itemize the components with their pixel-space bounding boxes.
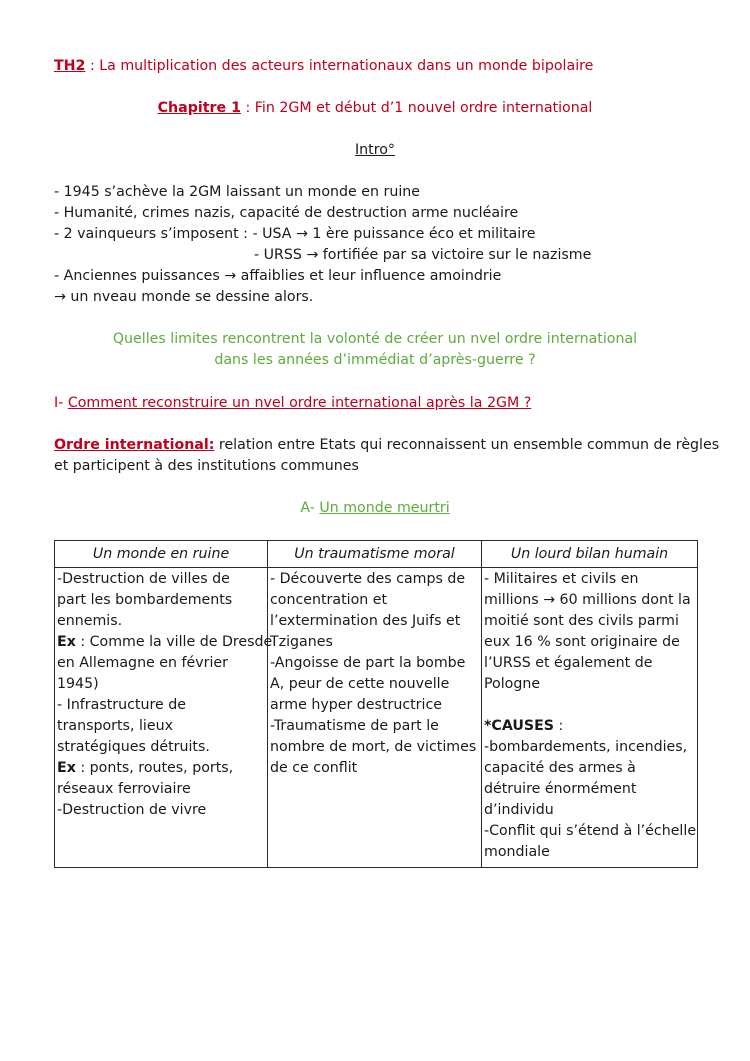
cell-text: -Destruction de villes de bbox=[57, 571, 230, 587]
theme-separator: : bbox=[85, 58, 100, 74]
intro-line: - Humanité, crimes nazis, capacité de destruction arme nucléaire bbox=[54, 205, 519, 221]
cell-line bbox=[484, 674, 695, 695]
cell-text: - Infrastructure de bbox=[57, 697, 186, 713]
cell-text: moitié sont des civils parmi bbox=[484, 613, 679, 629]
cell-text: - Découverte des camps de bbox=[270, 571, 466, 587]
cell-line bbox=[270, 737, 479, 758]
cell-line bbox=[484, 695, 695, 716]
theme-title bbox=[54, 56, 593, 77]
cell-line bbox=[270, 569, 479, 590]
cell-line bbox=[270, 716, 479, 737]
cell-text: 1945) bbox=[57, 676, 99, 692]
cell-text: l’URSS et également de bbox=[484, 655, 653, 671]
definition-text: relation entre Etats qui reconnaissent un ensemble commun de règles bbox=[214, 437, 720, 453]
table-header-cell: Un monde en ruine bbox=[55, 541, 268, 568]
cell-line bbox=[57, 632, 273, 653]
cell-text: millions → 60 millions dont la bbox=[484, 592, 691, 608]
intro-line: - URSS → fortifiée par sa victoire sur le nazisme bbox=[254, 247, 592, 263]
cell-text: eux 16 % sont originaire de bbox=[484, 634, 680, 650]
definition-line: et participent à des institutions communes bbox=[54, 458, 359, 474]
problematic-question bbox=[0, 329, 750, 371]
definition-term: Ordre international: bbox=[54, 437, 215, 453]
cell-text: l’extermination des Juifs et bbox=[270, 613, 461, 629]
cell-line bbox=[484, 842, 695, 863]
cell-line bbox=[57, 674, 265, 695]
cell-line bbox=[57, 611, 265, 632]
cell-line bbox=[484, 590, 695, 611]
table-header-row bbox=[55, 541, 698, 568]
table-cell-traumatisme-moral bbox=[268, 568, 482, 868]
cell-text: Tziganes bbox=[270, 634, 333, 650]
cell-text: ennemis. bbox=[57, 613, 123, 629]
subsection-a-title: Un monde meurtri bbox=[319, 500, 450, 516]
table-header-cell: Un lourd bilan humain bbox=[482, 541, 698, 568]
cell-line bbox=[270, 674, 479, 695]
cell-line bbox=[57, 716, 265, 737]
cell-line bbox=[270, 611, 479, 632]
cell-text: arme hyper destructrice bbox=[270, 697, 442, 713]
cell-line bbox=[484, 779, 695, 800]
chapter-label: Chapitre 1 bbox=[157, 100, 241, 116]
cell-line bbox=[57, 779, 265, 800]
cell-line bbox=[270, 758, 479, 779]
intro-heading: Intro° bbox=[354, 142, 396, 158]
cell-line bbox=[57, 590, 265, 611]
cell-text: : bbox=[554, 718, 564, 734]
cell-line bbox=[484, 569, 695, 590]
cell-line bbox=[270, 653, 479, 674]
table-header-cell: Un traumatisme moral bbox=[268, 541, 482, 568]
cell-line bbox=[484, 821, 695, 842]
cell-text: -Destruction de vivre bbox=[57, 802, 207, 818]
cell-text: -Traumatisme de part le bbox=[270, 718, 439, 734]
cell-text: -Angoisse de part la bombe bbox=[270, 655, 466, 671]
cell-line bbox=[484, 758, 695, 779]
cell-line bbox=[270, 632, 479, 653]
intro-line: - 1945 s’achève la 2GM laissant un monde en ruine bbox=[54, 184, 420, 200]
cell-line bbox=[484, 716, 695, 737]
chapter-title bbox=[0, 98, 750, 119]
chapter-text: Fin 2GM et début d’1 nouvel ordre international bbox=[254, 100, 593, 116]
bold-keyword: Ex bbox=[57, 760, 76, 776]
summary-table bbox=[54, 540, 698, 868]
subsection-a-heading bbox=[0, 498, 750, 519]
cell-text: - Militaires et civils en bbox=[484, 571, 639, 587]
cell-text: nombre de mort, de victimes bbox=[270, 739, 477, 755]
cell-text: concentration et bbox=[270, 592, 388, 608]
cell-line bbox=[57, 695, 265, 716]
bold-keyword: *CAUSES bbox=[484, 718, 555, 734]
cell-text: : ponts, routes, ports, bbox=[75, 760, 234, 776]
cell-text: transports, lieux bbox=[57, 718, 173, 734]
section-1-title: Comment reconstruire un nvel ordre international après la 2GM ? bbox=[67, 395, 532, 411]
table-cell-monde-en-ruine bbox=[55, 568, 273, 868]
cell-text: stratégiques détruits. bbox=[57, 739, 210, 755]
cell-line bbox=[484, 653, 695, 674]
cell-text: de ce conflit bbox=[270, 760, 358, 776]
definition-line bbox=[54, 435, 720, 456]
cell-text: part les bombardements bbox=[57, 592, 233, 608]
intro-line: - 2 vainqueurs s’imposent : - USA → 1 ère puissance éco et militaire bbox=[54, 226, 536, 242]
table-row bbox=[55, 568, 698, 868]
cell-text: d’individu bbox=[484, 802, 554, 818]
cell-text: : Comme la ville de Dresde bbox=[75, 634, 273, 650]
question-line: Quelles limites rencontrent la volonté de créer un nvel ordre international bbox=[112, 331, 638, 347]
cell-text: -bombardements, incendies, bbox=[484, 739, 688, 755]
subsection-a-prefix: A- bbox=[300, 500, 320, 516]
cell-line bbox=[484, 800, 695, 821]
cell-line bbox=[57, 758, 265, 779]
cell-line bbox=[57, 569, 265, 590]
question-line: dans les années d’immédiat d’après-guerre ? bbox=[214, 352, 536, 368]
definition-block bbox=[54, 435, 720, 477]
cell-line bbox=[270, 590, 479, 611]
cell-text: en Allemagne en février bbox=[57, 655, 228, 671]
cell-line bbox=[57, 800, 265, 821]
cell-text: A, peur de cette nouvelle bbox=[270, 676, 450, 692]
section-1-prefix: I- bbox=[54, 395, 68, 411]
cell-line bbox=[484, 632, 695, 653]
intro-line: - Anciennes puissances → affaiblies et leur influence amoindrie bbox=[54, 268, 502, 284]
intro-line: → un nveau monde se dessine alors. bbox=[54, 289, 314, 305]
theme-text: La multiplication des acteurs internationaux dans un monde bipolaire bbox=[99, 58, 594, 74]
chapter-separator: : bbox=[240, 100, 255, 116]
theme-label: TH2 bbox=[54, 58, 86, 74]
section-1-heading bbox=[54, 393, 531, 414]
cell-text: mondiale bbox=[484, 844, 550, 860]
table-cell-bilan-humain bbox=[482, 568, 698, 868]
cell-text: capacité des armes à bbox=[484, 760, 636, 776]
cell-text: Pologne bbox=[484, 676, 541, 692]
cell-text: -Conflit qui s’étend à l’échelle bbox=[484, 823, 697, 839]
bold-keyword: Ex bbox=[57, 634, 76, 650]
cell-text: détruire énormément bbox=[484, 781, 637, 797]
cell-line bbox=[57, 653, 265, 674]
cell-line bbox=[270, 695, 479, 716]
cell-line bbox=[484, 611, 695, 632]
cell-text: réseaux ferroviaire bbox=[57, 781, 191, 797]
cell-line bbox=[484, 737, 695, 758]
intro-list bbox=[54, 182, 591, 308]
cell-line bbox=[57, 737, 265, 758]
